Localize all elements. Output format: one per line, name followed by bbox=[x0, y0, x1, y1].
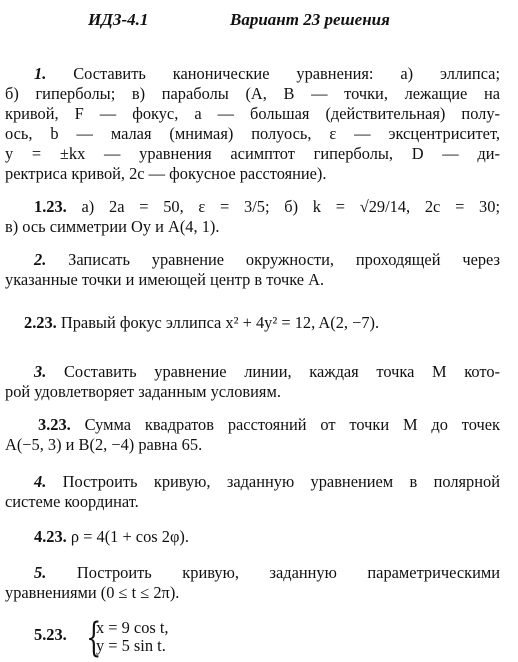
task-1-text: Составить канонические уравнения: а) эллипса; bbox=[73, 64, 500, 83]
item-5-23-number: 5.23. bbox=[34, 625, 67, 644]
task-4-text: Построить кривую, заданную уравнением в полярной bbox=[62, 472, 500, 491]
item-4-23-number: 4.23. bbox=[34, 527, 67, 546]
item-2-23-number: 2.23. bbox=[24, 313, 57, 332]
item-3-23-line-1 bbox=[38, 415, 500, 435]
task-3-number: 3. bbox=[34, 362, 47, 381]
item-3-23-line-2: A(−5, 3) и B(2, −4) равна 65. bbox=[5, 435, 203, 454]
system-brace: { bbox=[86, 615, 102, 661]
task-1-line-6: ректриса кривой, 2c — фокусное расстояние). bbox=[5, 164, 327, 183]
item-2-23 bbox=[24, 313, 379, 333]
task-1-line-5: y = ±kx — уравнения асимптот гиперболы, D — ди- bbox=[5, 144, 500, 163]
item-2-23-text: Правый фокус эллипса x² + 4y² = 12, A(2, −7). bbox=[60, 313, 380, 332]
task-2-text: Записать уравнение окружности, проходящей через bbox=[68, 250, 500, 269]
task-5-line-2: уравнениями (0 ≤ t ≤ 2π). bbox=[5, 583, 180, 602]
task-5-text: Построить кривую, заданную параметрическими bbox=[76, 563, 500, 582]
item-4-23 bbox=[34, 527, 189, 547]
task-4-number: 4. bbox=[34, 472, 47, 491]
variant-title: Вариант 23 решения bbox=[230, 10, 390, 29]
item-1-23-number: 1.23. bbox=[34, 197, 67, 216]
task-3-line-2: рой удовлетворяет заданным условиям. bbox=[5, 382, 281, 401]
task-2-line-1 bbox=[34, 250, 500, 270]
item-3-23-number: 3.23. bbox=[38, 415, 71, 434]
item-5-23-eq-y: y = 5 sin t. bbox=[96, 636, 166, 655]
task-1-line-2: б) гиперболы; в) параболы (A, B — точки, лежащие на bbox=[5, 84, 500, 103]
task-1-line-3: кривой, F — фокус, a — большая (действительная) полу- bbox=[5, 104, 500, 123]
task-5-number: 5. bbox=[34, 563, 47, 582]
task-1-line-4: ось, b — малая (мнимая) полуось, ε — эксцентриситет, bbox=[5, 124, 500, 143]
task-4-line-1 bbox=[34, 472, 500, 492]
item-4-23-text: ρ = 4(1 + cos 2φ). bbox=[70, 527, 189, 546]
task-1-number: 1. bbox=[34, 64, 47, 83]
item-5-23-eq-x: x = 9 cos t, bbox=[96, 618, 169, 637]
item-1-23-text: а) 2a = 50, ε = 3/5; б) k = √29/14, 2c = 30; bbox=[81, 197, 500, 216]
item-3-23-text: Сумма квадратов расстояний от точки M до точек bbox=[84, 415, 500, 434]
task-4-line-2: системе координат. bbox=[5, 492, 139, 511]
item-1-23-line-1 bbox=[34, 197, 500, 217]
task-1-line-1 bbox=[34, 64, 500, 84]
task-3-line-1 bbox=[34, 362, 500, 382]
task-2-line-2: указанные точки и имеющей центр в точке A. bbox=[5, 270, 325, 289]
item-1-23-line-2: в) ось симметрии Oy и A(4, 1). bbox=[5, 217, 220, 236]
assignment-title: ИДЗ-4.1 bbox=[88, 10, 149, 29]
task-2-number: 2. bbox=[34, 250, 47, 269]
task-3-text: Составить уравнение линии, каждая точка M кото- bbox=[63, 362, 500, 381]
task-5-line-1 bbox=[34, 563, 500, 583]
